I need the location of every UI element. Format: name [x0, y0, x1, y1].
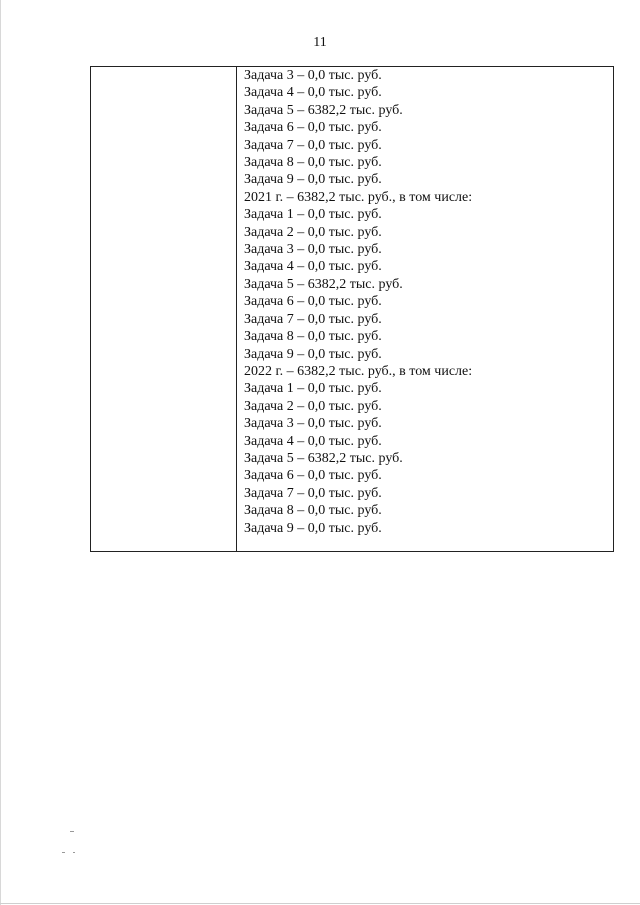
table-line: Задача 2 – 0,0 тыс. руб. — [244, 224, 382, 240]
table-line: Задача 8 – 0,0 тыс. руб. — [244, 155, 382, 171]
table-line: Задача 4 – 0,0 тыс. руб. — [244, 259, 382, 275]
scan-edge-bottom — [0, 903, 640, 904]
table-line: Задача 6 – 0,0 тыс. руб. — [244, 120, 382, 136]
table-line: Задача 8 – 0,0 тыс. руб. — [244, 503, 382, 519]
table-line: Задача 1 – 0,0 тыс. руб. — [244, 207, 382, 223]
table-line: Задача 6 – 0,0 тыс. руб. — [244, 294, 382, 310]
table-line: Задача 3 – 0,0 тыс. руб. — [244, 68, 382, 83]
table-right-cell — [237, 67, 613, 551]
table-line: Задача 4 – 0,0 тыс. руб. — [244, 433, 382, 449]
table-line: Задача 3 – 0,0 тыс. руб. — [244, 416, 382, 432]
page-number: 11 — [313, 35, 327, 50]
table-line: Задача 1 – 0,0 тыс. руб. — [244, 381, 382, 397]
table-line: Задача 5 – 6382,2 тыс. руб. — [244, 450, 403, 466]
table-line: Задача 3 – 0,0 тыс. руб. — [244, 242, 382, 258]
table-line: Задача 5 – 6382,2 тыс. руб. — [244, 102, 403, 118]
table-line: Задача 7 – 0,0 тыс. руб. — [244, 485, 382, 501]
table-line: Задача 6 – 0,0 тыс. руб. — [244, 468, 382, 484]
table-line: Задача 4 – 0,0 тыс. руб. — [244, 85, 382, 101]
scan-speck — [70, 831, 74, 832]
table-line: Задача 7 – 0,0 тыс. руб. — [244, 137, 382, 153]
scan-speck — [73, 852, 75, 853]
funding-table — [90, 66, 614, 552]
table-line: Задача 9 – 0,0 тыс. руб. — [244, 346, 382, 362]
table-line: Задача 2 – 0,0 тыс. руб. — [244, 398, 382, 414]
table-left-cell — [91, 67, 237, 551]
table-line: Задача 9 – 0,0 тыс. руб. — [244, 520, 382, 536]
table-line: Задача 7 – 0,0 тыс. руб. — [244, 311, 382, 327]
scan-speck — [62, 852, 65, 853]
year-heading-line: 2021 г. – 6382,2 тыс. руб., в том числе: — [244, 189, 473, 205]
year-heading-line: 2022 г. – 6382,2 тыс. руб., в том числе: — [244, 363, 473, 379]
table-line: Задача 5 – 6382,2 тыс. руб. — [244, 276, 403, 292]
table-line: Задача 8 – 0,0 тыс. руб. — [244, 329, 382, 345]
scan-edge-left — [0, 0, 1, 905]
table-line: Задача 9 – 0,0 тыс. руб. — [244, 172, 382, 188]
